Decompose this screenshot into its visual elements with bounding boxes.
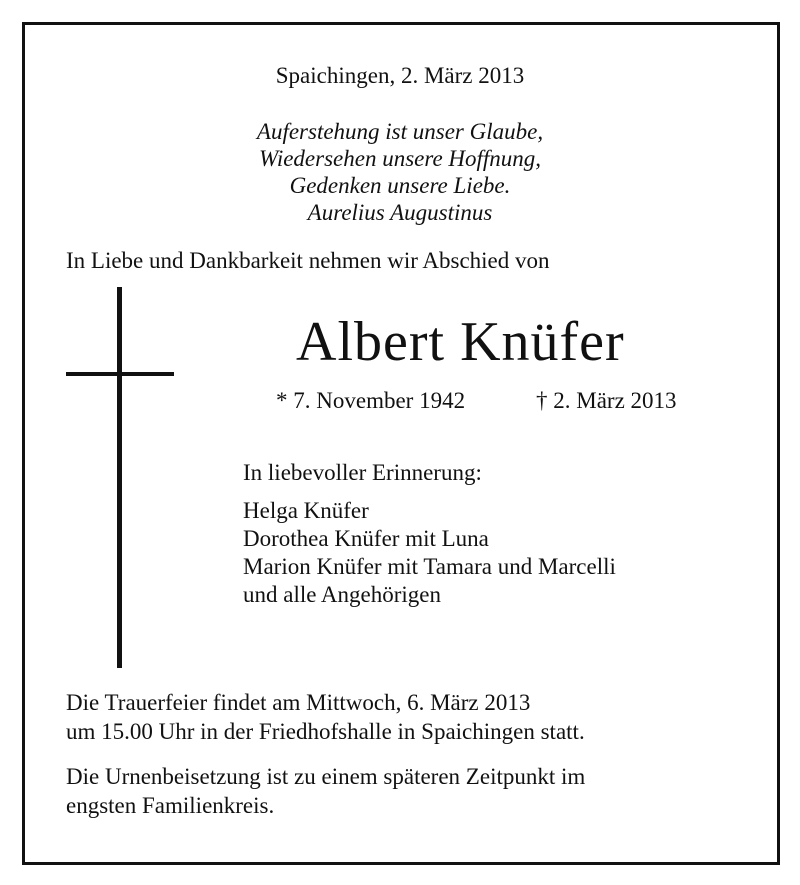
mourner-item: Marion Knüfer mit Tamara und Marcelli	[243, 554, 616, 579]
place-date: Spaichingen, 2. März 2013	[275, 63, 525, 88]
deceased-name: Albert Knüfer	[296, 311, 625, 373]
cross-horizontal-bar	[66, 372, 174, 376]
quote-line: Wiedersehen unsere Hoffnung,	[258, 146, 542, 171]
mourner-item: und alle Angehörigen	[243, 582, 442, 607]
urn-line: Die Urnenbeisetzung ist zu einem späteren Zeitpunkt im	[66, 764, 586, 789]
funeral-line: um 15.00 Uhr in der Friedhofshalle in Spaichingen statt.	[66, 719, 585, 744]
quote-line: Auferstehung ist unser Glaube,	[256, 119, 544, 144]
cross-vertical-bar	[117, 287, 122, 668]
quote-author: Aurelius Augustinus	[307, 200, 493, 225]
funeral-line: Die Trauerfeier findet am Mittwoch, 6. März 2013	[66, 690, 531, 715]
mourners-heading: In liebevoller Erinnerung:	[243, 460, 482, 485]
quote-line: Gedenken unsere Liebe.	[289, 173, 511, 198]
quote-block	[0, 118, 800, 226]
mourners-list	[243, 497, 616, 609]
mourner-item: Helga Knüfer	[243, 498, 369, 523]
birth-date: * 7. November 1942	[276, 388, 466, 413]
urn-line: engsten Familienkreis.	[66, 793, 275, 818]
urn-burial-info	[66, 762, 585, 820]
death-date: † 2. März 2013	[536, 388, 677, 413]
farewell-intro: In Liebe und Dankbarkeit nehmen wir Abschied von	[66, 248, 550, 273]
funeral-info	[66, 688, 585, 746]
mourner-item: Dorothea Knüfer mit Luna	[243, 526, 489, 551]
